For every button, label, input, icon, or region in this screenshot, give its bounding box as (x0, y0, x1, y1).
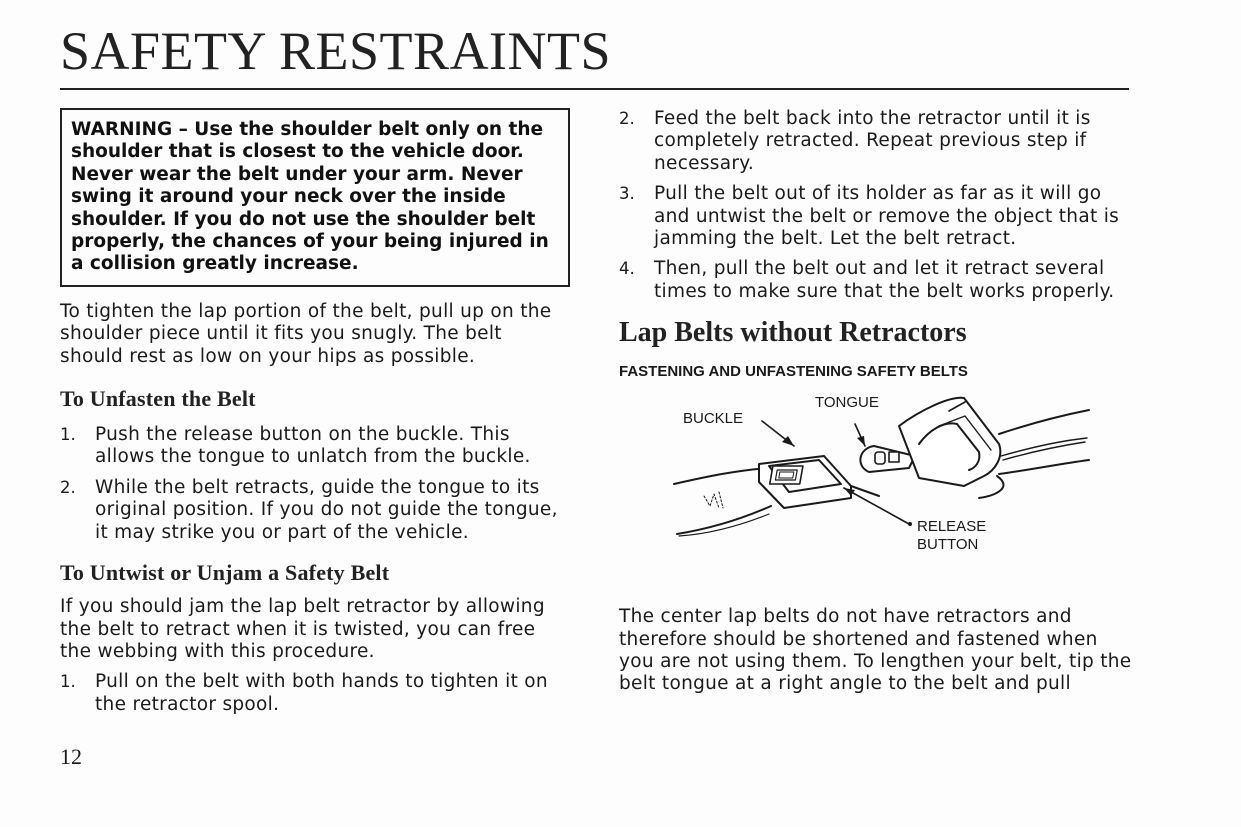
figure-caption: FASTENING AND UNFASTENING SAFETY BELTS (619, 363, 968, 381)
tongue-label: TONGUE (815, 394, 879, 412)
left-column (60, 108, 570, 716)
step-text: Then, pull the belt out and let it retract several times to make sure that the belt works properly. (654, 258, 1115, 302)
step-number: 1. (60, 672, 76, 692)
step-text: Pull on the belt with both hands to tighten it on the retractor spool. (95, 671, 548, 715)
tongue-arrowhead (857, 436, 865, 446)
section-heading: Lap Belts without Retractors (619, 317, 967, 349)
step-text: While the belt retracts, guide the tongue to its original position. If you do not guide the tongue, it may strike you or part of the vehicle. (95, 476, 558, 543)
closing-paragraph: The center lap belts do not have retractors and therefore should be shortened and fastened when you are not using them. To lengthen your belt, tip the belt tongue at a right angle to the belt and pull (619, 606, 1132, 695)
step-text: Pull the belt out of its holder as far as it will go and untwist the belt or remove the object that is jamming the belt. Let the belt retract. (654, 183, 1120, 250)
right-column (619, 108, 1134, 696)
untwist-intro: If you should jam the lap belt retractor by allowing the belt to retract when it is twisted, you can free the webbing with this procedure. (60, 596, 545, 662)
unfasten-heading: To Unfasten the Belt (60, 386, 256, 412)
right-belt-top-edge (999, 410, 1089, 434)
list-item (619, 183, 1134, 250)
untwist-steps (60, 671, 570, 716)
list-item (60, 671, 570, 716)
release-leader-dot (908, 522, 912, 526)
right-belt-bottom-edge (999, 460, 1089, 474)
release-button-core (779, 472, 794, 478)
release-label-line2: BUTTON (917, 536, 979, 554)
list-item (619, 108, 1134, 175)
belt-stitching (719, 492, 723, 508)
right-belt-underside (979, 476, 1004, 498)
tongue-plate (860, 446, 915, 472)
list-item (60, 477, 570, 544)
step-text: Feed the belt back into the retractor until it is completely retracted. Repeat previous step if necessary. (654, 108, 1091, 174)
tongue-slot-left (875, 452, 885, 464)
step-number: 2. (60, 477, 76, 497)
left-belt-bottom-edge (677, 506, 771, 534)
belt-stitching (704, 494, 719, 508)
title-rule (60, 88, 1129, 90)
list-item (60, 424, 570, 469)
step-number: 4. (619, 259, 635, 279)
step-text: Push the release button on the buckle. This allows the tongue to unlatch from the buckle. (95, 424, 531, 468)
unfasten-steps (60, 424, 570, 544)
belt-figure (619, 386, 1099, 556)
page-number: 12 (60, 744, 82, 769)
step-number: 3. (619, 184, 635, 204)
warning-box: WARNING – Use the shoulder belt only on the shoulder that is closest to the vehicle door. Never wear the belt under your arm. Never swing it around your neck over the inside shoulder. If you do not use the shoulder belt properly, the chances of your being injured in a collision greatly increase. (60, 108, 570, 287)
intro-paragraph: To tighten the lap portion of the belt, pull up on the shoulder piece until it fits you snugly. The belt should rest as low on your hips as possible. (60, 300, 552, 367)
list-item (619, 258, 1134, 303)
step-number: 2. (619, 109, 635, 128)
release-leader-line (844, 488, 909, 524)
buckle-label: BUCKLE (683, 410, 744, 428)
retract-steps (619, 108, 1134, 303)
untwist-heading: To Untwist or Unjam a Safety Belt (60, 560, 390, 586)
tongue-slot-right (889, 452, 899, 462)
left-belt-fold (679, 514, 769, 536)
page-title: SAFETY RESTRAINTS (60, 21, 612, 81)
left-belt-top-edge (674, 468, 769, 484)
right-belt-mid-edge (1001, 438, 1087, 456)
step-number: 1. (60, 425, 76, 445)
release-label-line1: RELEASE (917, 518, 987, 536)
